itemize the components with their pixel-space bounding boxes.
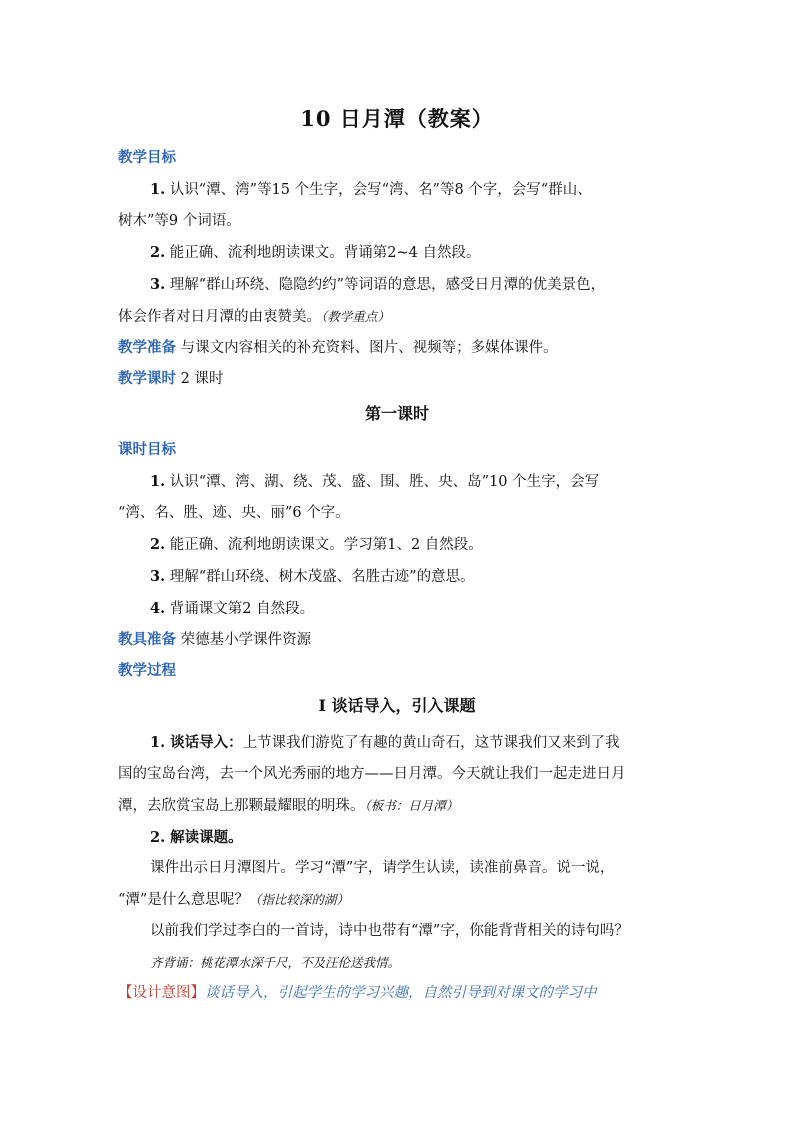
design-intent: 【设计意图】谈话导入，引起学生的学习兴趣，自然引导到对课文的学习中 — [118, 985, 597, 1001]
goal-2: 2. 能正确、流利地朗读课文。背诵第2~4 自然段。 — [150, 244, 481, 261]
page-title: 10 日月潭（教案） — [300, 106, 494, 131]
section1-p1: 1. 谈话导入：上节课我们游览了有趣的黄山奇石，这节课我们又来到了我 — [150, 734, 620, 751]
section1-p3: 课件出示日月潭图片。学习“潭”字，请学生认读，读准前鼻音。说一说， — [150, 860, 615, 876]
section1-heading: Ⅰ 谈话导入，引入课题 — [318, 696, 476, 715]
lesson-goal-4: 4. 背诵课文第2 自然段。 — [150, 600, 315, 617]
goals-heading: 教学目标 — [118, 150, 176, 166]
lesson-goal-3: 3. 理解“群山环绕、树木茂盛、名胜古迹”的意思。 — [150, 568, 475, 585]
lesson-goal-1-cont: “湾、名、胜、迹、央、丽”6 个字。 — [118, 505, 350, 521]
goal-1-cont: 树木”等9 个词语。 — [118, 213, 241, 229]
first-lesson-heading: 第一课时 — [364, 404, 429, 423]
tools-line: 教具准备 荣德基小学课件资源 — [118, 632, 312, 648]
section1-p5: 齐背诵：桃花潭水深千尺，不及汪伦送我情。 — [150, 955, 401, 970]
section1-p3-line2: “潭”是什么意思呢？（指比较深的湖） — [118, 892, 349, 908]
lesson-goals-heading: 课时目标 — [118, 442, 176, 458]
section1-p1-line3: 潭，去欣赏宝岛上那颗最耀眼的明珠。（板书：日月潭） — [118, 798, 459, 814]
goal-3: 3. 理解“群山环绕、隐隐约约”等词语的意思，感受日月潭的优美景色， — [150, 276, 606, 293]
lesson-goal-1: 1. 认识“潭、湾、湖、绕、茂、盛、围、胜、央、岛”10 个生字，会写 — [150, 473, 600, 490]
section1-p4: 以前我们学过李白的一首诗，诗中也带有“潭”字，你能背背相关的诗句吗？ — [150, 923, 629, 939]
hours-line: 教学课时 2 课时 — [118, 371, 224, 387]
lesson-goal-2: 2. 能正确、流利地朗读课文。学习第1、2 自然段。 — [150, 536, 483, 553]
prep-line: 教学准备 与课文内容相关的补充资料、图片、视频等；多媒体课件。 — [118, 340, 558, 356]
goal-3-cont: 体会作者对日月潭的由衷赞美。（教学重点） — [118, 309, 390, 325]
process-heading: 教学过程 — [118, 663, 176, 679]
goal-1: 1. 认识“潭、湾”等15 个生字，会写“湾、名”等8 个字，会写“群山、 — [150, 181, 592, 198]
section1-p2: 2. 解读课题。 — [150, 829, 243, 846]
section1-p1-line2: 国的宝岛台湾，去一个风光秀丽的地方——日月潭。今天就让我们一起走进日月 — [118, 766, 626, 782]
